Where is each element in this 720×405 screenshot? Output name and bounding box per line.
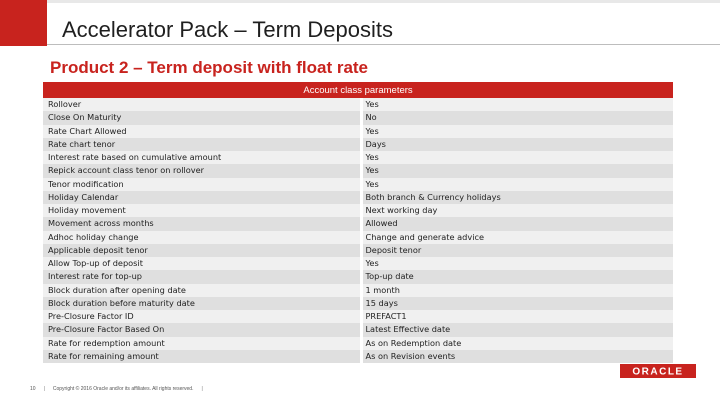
- param-value: Yes: [361, 98, 673, 111]
- param-name: Repick account class tenor on rollover: [43, 164, 361, 177]
- page-subtitle: Product 2 – Term deposit with float rate: [50, 58, 369, 77]
- top-accent-strip: [0, 0, 720, 3]
- param-name: Close On Maturity: [43, 111, 361, 124]
- param-name: Holiday Calendar: [43, 191, 361, 204]
- param-name: Adhoc holiday change: [43, 231, 361, 244]
- param-value: 1 month: [361, 284, 673, 297]
- table-heading: Account class parameters: [43, 82, 673, 98]
- oracle-logo: [620, 364, 696, 378]
- table-row: [43, 125, 673, 138]
- copyright-notice: Copyright © 2016 Oracle and/or its affiliates. All rights reserved.: [52, 386, 194, 392]
- table-row: [43, 204, 673, 217]
- oracle-logo-wordmark: [628, 366, 688, 376]
- param-value: Yes: [361, 178, 673, 191]
- param-name: Applicable deposit tenor: [43, 244, 361, 257]
- title-accent-bar: [0, 0, 47, 46]
- param-name: Tenor modification: [43, 178, 361, 191]
- param-name: Interest rate for top-up: [43, 270, 361, 283]
- param-value: No: [361, 111, 673, 124]
- table-row: [43, 323, 673, 336]
- table-row: [43, 310, 673, 323]
- table-row: [43, 244, 673, 257]
- param-name: Pre-Closure Factor Based On: [43, 323, 361, 336]
- param-value: Both branch & Currency holidays: [361, 191, 673, 204]
- table-row: [43, 111, 673, 124]
- param-name: Movement across months: [43, 217, 361, 230]
- param-value: Change and generate advice: [361, 231, 673, 244]
- svg-text:ORACLE: ORACLE: [632, 366, 684, 376]
- page-title: Accelerator Pack – Term Deposits: [62, 17, 393, 42]
- param-name: Rate for remaining amount: [43, 350, 361, 363]
- table-row: [43, 138, 673, 151]
- page-number: 10: [30, 386, 36, 392]
- table-row: [43, 231, 673, 244]
- param-value: 15 days: [361, 297, 673, 310]
- param-value: Latest Effective date: [361, 323, 673, 336]
- param-value: Yes: [361, 151, 673, 164]
- param-name: Rate Chart Allowed: [43, 125, 361, 138]
- param-value: As on Revision events: [361, 350, 673, 363]
- footer-separator: |: [201, 386, 203, 392]
- param-value: Yes: [361, 164, 673, 177]
- param-name: Pre-Closure Factor ID: [43, 310, 361, 323]
- param-value: Yes: [361, 125, 673, 138]
- table-header-row: [43, 82, 673, 98]
- footer-separator: |: [43, 386, 45, 392]
- param-name: Block duration after opening date: [43, 284, 361, 297]
- param-name: Holiday movement: [43, 204, 361, 217]
- table-row: [43, 297, 673, 310]
- param-name: Rate for redemption amount: [43, 337, 361, 350]
- table-row: [43, 191, 673, 204]
- table-row: [43, 164, 673, 177]
- table-row: [43, 151, 673, 164]
- table-row: [43, 350, 673, 363]
- param-value: Top-up date: [361, 270, 673, 283]
- param-name: Block duration before maturity date: [43, 297, 361, 310]
- param-value: PREFACT1: [361, 310, 673, 323]
- slide-footer: [30, 386, 203, 392]
- table-row: [43, 257, 673, 270]
- param-value: Allowed: [361, 217, 673, 230]
- param-name: Allow Top-up of deposit: [43, 257, 361, 270]
- param-name: Rollover: [43, 98, 361, 111]
- param-value: Deposit tenor: [361, 244, 673, 257]
- param-name: Interest rate based on cumulative amount: [43, 151, 361, 164]
- param-value: As on Redemption date: [361, 337, 673, 350]
- param-value: Yes: [361, 257, 673, 270]
- table-row: [43, 217, 673, 230]
- table-row: [43, 284, 673, 297]
- account-class-parameters-table: [43, 82, 673, 363]
- table-row: [43, 178, 673, 191]
- table-row: [43, 337, 673, 350]
- param-value: Days: [361, 138, 673, 151]
- table-row: [43, 98, 673, 111]
- title-divider: [47, 44, 720, 45]
- table-row: [43, 270, 673, 283]
- param-name: Rate chart tenor: [43, 138, 361, 151]
- param-value: Next working day: [361, 204, 673, 217]
